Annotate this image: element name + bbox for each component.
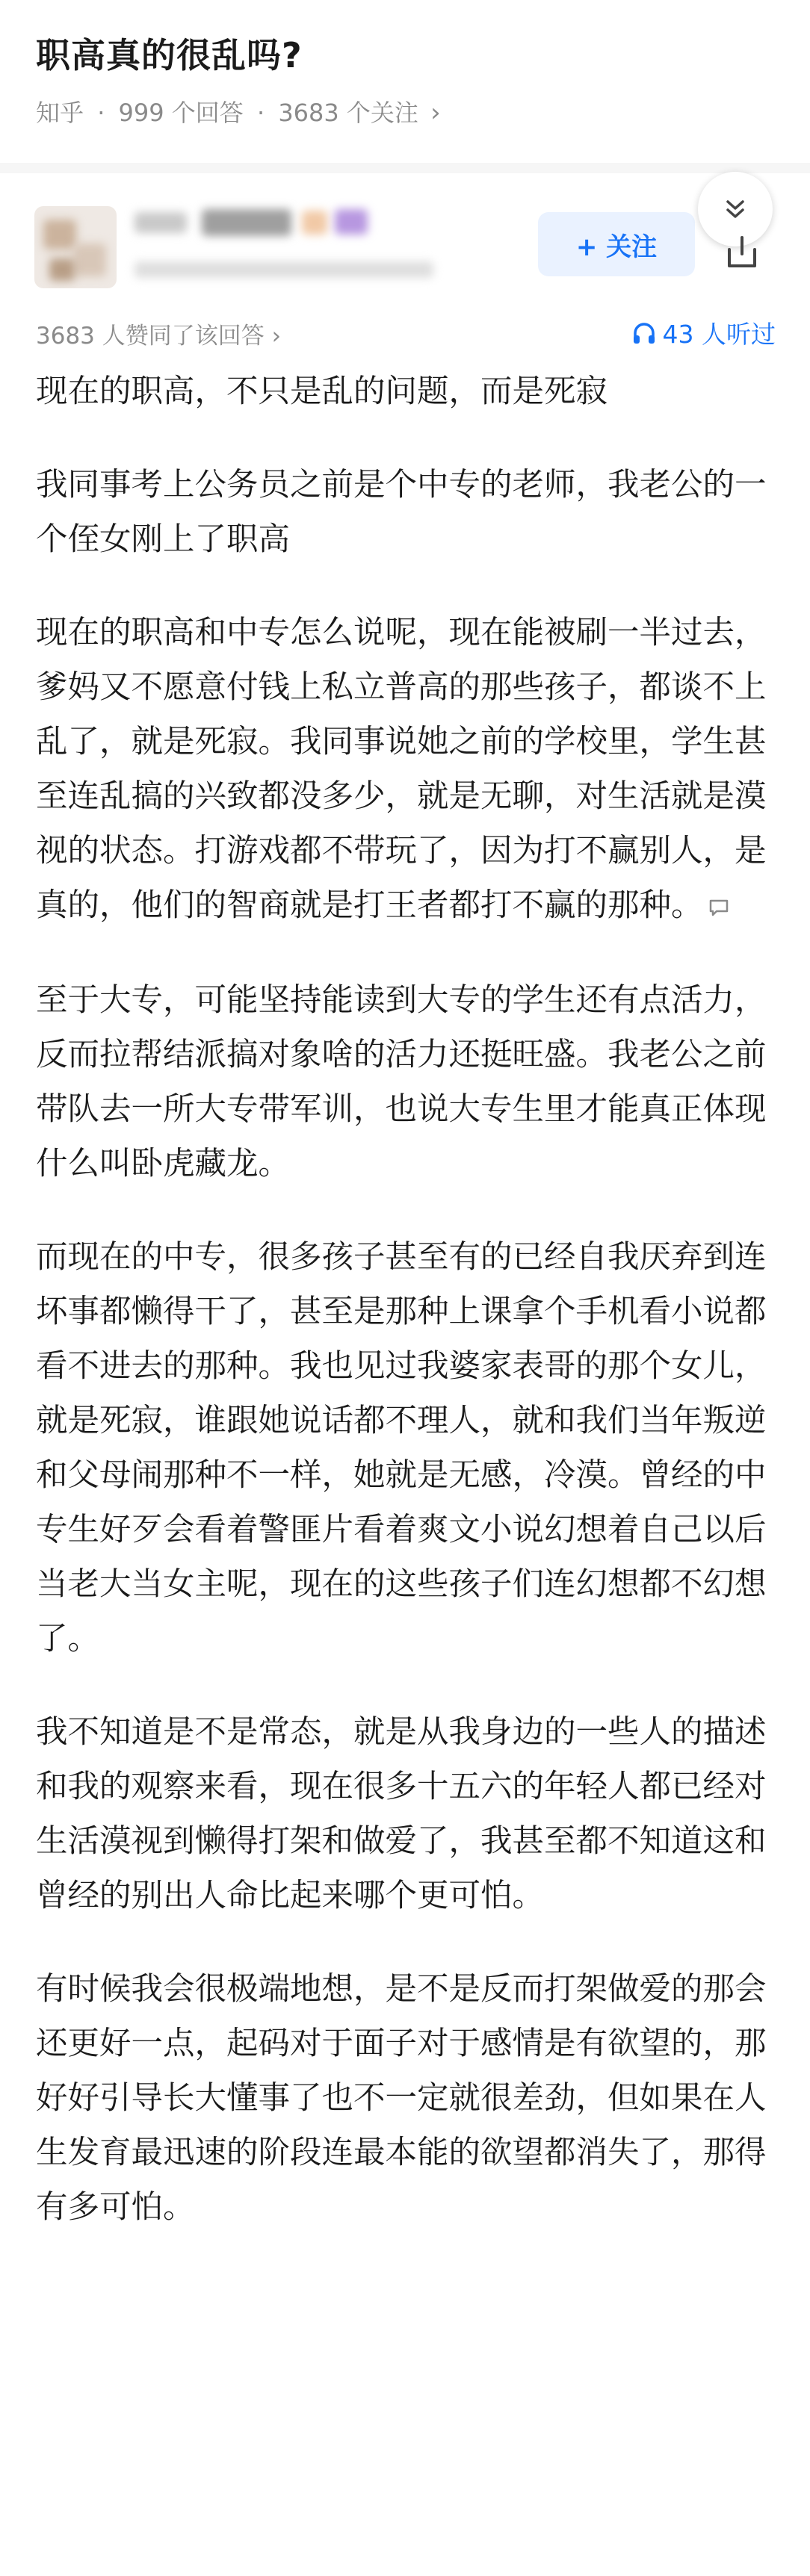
vote-row: [36, 312, 776, 354]
answer-paragraph: 我不知道是不是常态，就是从我身边的一些人的描述和我的观察来看，现在很多十五六的年轻人都已经对生活漠视到懒得打架和做爱了，我甚至都不知道这和曾经的别出人命比起来哪个更可怕。: [36, 1714, 767, 1914]
followers-count: 3683 个关注: [278, 99, 418, 127]
question-title[interactable]: 职高真的很乱吗?: [36, 35, 303, 75]
question-meta[interactable]: [36, 94, 441, 128]
source-label: 知乎: [36, 99, 84, 127]
headphone-icon: [631, 320, 657, 346]
answer-paragraph: 有时候我会很极端地想，是不是反而打架做爱的那会还更好一点，起码对于面子对于感情是有欲望的，那好好引导长大懂事了也不一定就很差劲，但如果在人生发育最迅速的阶段连最本能的欲望都消失了，那得有多可怕。: [36, 1971, 767, 2226]
avatar[interactable]: [34, 206, 117, 288]
meta-separator: ·: [97, 99, 105, 127]
author-row: [0, 173, 810, 315]
author-bio-blurred: [135, 257, 448, 282]
answer-paragraph: 至于大专，可能坚持能读到大专的学生还有点活力，反而拉帮结派搞对象啥的活力还挺旺盛。我老公之前带队去一所大专带军训，也说大专生里才能真正体现什么叫卧虎藏龙。: [36, 982, 767, 1182]
chevron-right-icon: ›: [430, 98, 441, 128]
votes-text[interactable]: 3683 人赞同了该回答 ›: [36, 323, 281, 350]
answer-paragraph: 现在的职高，不只是乱的问题，而是死寂: [36, 373, 608, 410]
share-icon[interactable]: [723, 230, 761, 272]
listen-button[interactable]: [631, 315, 776, 350]
answer-paragraph: 而现在的中专，很多孩子甚至有的已经自我厌弃到连坏事都懒得干了，甚至是那种上课拿个手机看小说都看不进去的那种。我也见过我婆家表哥的那个女儿，就是死寂，谁跟她说话都不理人，就和我们当年叛逆和父母闹那种不一样，她就是无感，冷漠。曾经的中专生好歹会看着警匪片看着爽文小说幻想着自己以后当老大当女主呢，现在的这些孩子们连幻想都不幻想了。: [36, 1239, 767, 1657]
answer-paragraph-text: 现在的职高和中专怎么说呢，现在能被刷一半过去，爹妈又不愿意付钱上私立普高的那些孩子，都谈不上乱了，就是死寂。我同事说她之前的学校里，学生甚至连乱搞的兴致都没多少，就是无聊，对生活就是漠视的状态。打游戏都不带玩了，因为打不赢别人，是真的，他们的智商就是打王者都打不赢的那种。: [36, 615, 767, 924]
answer-paragraph: 我同事考上公务员之前是个中专的老师，我老公的一个侄女刚上了职高: [36, 467, 767, 558]
comment-icon[interactable]: [708, 880, 730, 934]
author-name-blurred[interactable]: [135, 203, 381, 245]
follow-button[interactable]: + 关注: [538, 212, 695, 276]
answer-body: [36, 364, 777, 2274]
answer-paragraph: [36, 606, 777, 934]
listen-count: 43 人听过: [662, 320, 776, 349]
answers-count: 999 个回答: [118, 99, 244, 127]
meta-separator: ·: [256, 99, 265, 127]
section-divider: [0, 163, 810, 173]
